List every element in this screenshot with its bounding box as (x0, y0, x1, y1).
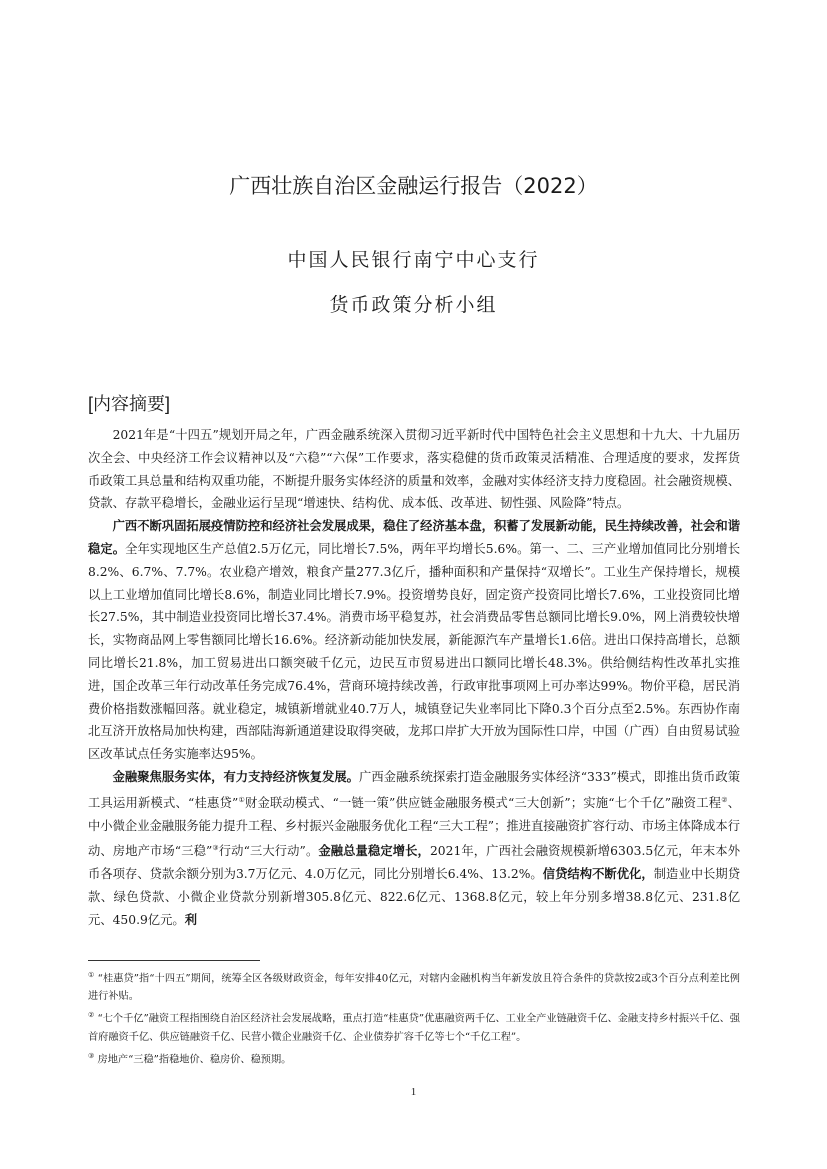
author-organization: 中国人民银行南宁中心支行 (287, 249, 540, 271)
paragraph-text: 财金联动模式、“一链一策”供应链金融服务模式“三大创新”；实施“七个千亿”融资工程 (244, 795, 722, 810)
footnote-2 (88, 1006, 740, 1046)
paragraph-overview (88, 424, 740, 515)
report-title: 广西壮族自治区金融运行报告（2022） (229, 174, 598, 198)
paragraph-text: 2021年是“十四五”规划开局之年，广西金融系统深入贯彻习近平新时代中国特色社会主义思想和十九大、十九届历次全会、中央经济工作会议精神以及“六稳”“六保”工作要求，落实稳健的货币政策灵活精准、合理适度的要求，发挥货币政策工具总量和结构双重功能，不断提升服务实体经济的质量和效率，金融对实体经济支持力度稳固。社会融资规模、贷款、存款平稳增长，金融业运行呈现“增速快、结构优、成本低、改革进、韧性强、风险降”特点。 (88, 428, 740, 511)
paragraph-text: 行动“三大行动”。 (218, 844, 319, 859)
abstract-body (88, 424, 740, 932)
footnote-ref-2[interactable]: ② (721, 795, 728, 804)
footnote-text: 房地产“三稳”指稳地价、稳房价、稳预期。 (97, 1054, 292, 1066)
footnote-divider (88, 960, 260, 961)
footnote-1 (88, 966, 740, 1006)
footnote-marker: ② (88, 1011, 95, 1020)
footnote-ref-1[interactable]: ① (238, 795, 245, 804)
inline-bold-rate: 利 (184, 911, 198, 927)
page-number: 1 (410, 1086, 417, 1098)
paragraph-text: 2021年，广西社会融资规模新增6303.5亿元，年末本外币各项存、贷款余额分别为3.7万亿元、4.0万亿元，同比分别增长6.4%、13.2%。 (88, 844, 740, 882)
inline-bold-total: 金融总量稳定增长， (318, 843, 430, 859)
paragraph-text: 广西金融系统探索打造金融服务实体经济“333”模式，即推出货币政策工具运用新模式、“桂惠贷” (88, 769, 740, 810)
footnote-marker: ③ (88, 1051, 95, 1060)
paragraph-lead-bold: 广西不断巩固拓展疫情防控和经济社会发展成果，稳住了经济基本盘，积蓄了发展新动能，民生持续改善，社会和谐稳定。 (88, 518, 740, 556)
paragraph-text: 制造业中长期贷款、绿色贷款、小微企业贷款分别新增305.8亿元、822.6亿元、1368.8亿元，较上年分别多增38.8亿元、231.8亿元、450.9亿元。 (88, 867, 740, 927)
footnote-ref-3[interactable]: ③ (212, 844, 219, 853)
paragraph-finance (88, 766, 740, 932)
paragraph-text: 、中小微企业金融服务能力提升工程、乡村振兴金融服务优化工程“三大工程”；推进直接融资扩容行动、市场主体降成本行动、房地产市场“三稳” (88, 795, 741, 859)
footnotes (88, 966, 740, 1069)
footnote-3 (88, 1047, 740, 1069)
author-group: 货币政策分析小组 (329, 294, 498, 316)
footnote-text: “七个千亿”融资工程指围绕自治区经济社会发展战略，重点打造“桂惠贷”优惠融资两千亿、工业全产业链融资千亿、金融支持乡村振兴千亿、强首府融资千亿、供应链融资千亿、民营小微企业融资千亿、企业债券扩容千亿等七个“千亿工程”。 (88, 1013, 740, 1043)
paragraph-lead-bold: 金融聚焦服务实体，有力支持经济恢复发展。 (112, 768, 359, 784)
section-heading-abstract: [内容摘要] (88, 394, 171, 414)
footnote-text: “桂惠贷”指“十四五”期间，统筹全区各级财政资金，每年安排40亿元，对辖内金融机构当年新发放且符合条件的贷款按2或3个百分点利差比例进行补贴。 (88, 973, 740, 1003)
paragraph-economy (88, 515, 740, 766)
inline-bold-structure: 信贷结构不断优化， (542, 866, 654, 882)
paragraph-text: 全年实现地区生产总值2.5万亿元，同比增长7.5%，两年平均增长5.6%。第一、二、三产业增加值同比分别增长8.2%、6.7%、7.7%。农业稳产增效，粮食产量277.3亿斤，播种面积和产量保持“双增长”。工业生产保持增长，规模以上工业增加值同比增长8.6%，制造业同比增长7.9%。投资增势良好，固定资产投资同比增长7.6%，工业投资同比增长27.5%，其中制造业投资同比增长37.4%。消费市场平稳复苏，社会消费品零售总额同比增长9.0%，网上消费较快增长，实物商品网上零售额同比增长16.6%。经济新动能加快发展，新能源汽车产量增长1.6倍。进出口保持高增长，总额同比增长21.8%，加工贸易进出口额突破千亿元，边民互市贸易进出口额同比增长48.3%。供给侧结构性改革扎实推进，国企改革三年行动改革任务完成76.4%，营商环境持续改善，行政审批事项网上可办率达99%。物价平稳，居民消费价格指数涨幅回落。就业稳定，城镇新增就业40.7万人，城镇登记失业率同比下降0.3个百分点至2.5%。东西协作南北互济开放格局加快构建，西部陆海新通道建设取得突破，龙邦口岸扩大开放为国际性口岸，中国（广西）自由贸易试验区改革试点任务实施率达95%。 (88, 541, 740, 762)
footnote-marker: ① (88, 971, 95, 979)
